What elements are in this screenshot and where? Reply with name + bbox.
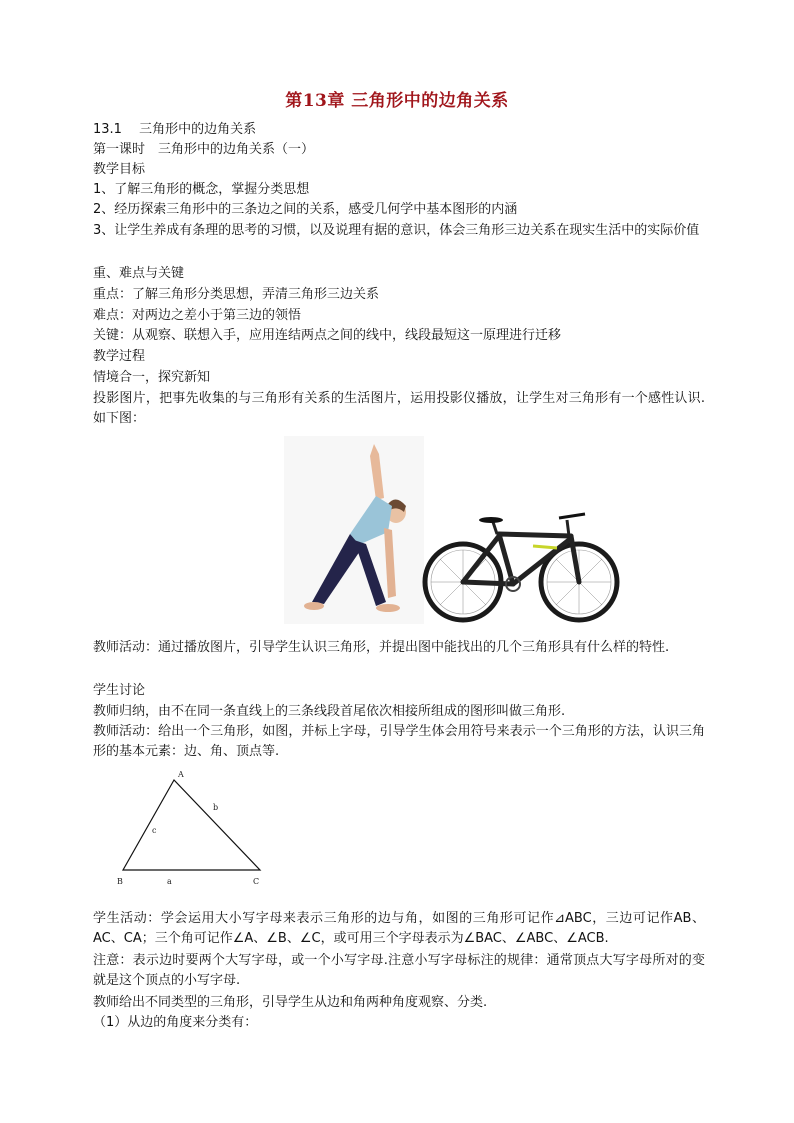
yoga-photo bbox=[284, 436, 424, 624]
projection-paragraph: 投影图片，把事先收集的与三角形有关系的生活图片，运用投影仪播放，让学生对三角形有一个感性认识.如下图： bbox=[93, 391, 705, 426]
keypoints-heading: 重、难点与关键 bbox=[93, 266, 185, 281]
difficult-point: 难点：对两边之差小于第三边的领悟 bbox=[93, 308, 302, 323]
side-b-label: b bbox=[213, 803, 219, 812]
vertex-c-label: C bbox=[253, 877, 260, 886]
scenario-heading: 情境合一，探究新知 bbox=[93, 370, 211, 385]
key-point: 重点：了解三角形分类思想，弄清三角形三边关系 bbox=[93, 287, 380, 302]
lesson-heading: 第一课时 三角形中的边角关系（一） bbox=[93, 142, 315, 157]
triangle-figure bbox=[110, 766, 275, 891]
objective-1: 1、了解三角形的概念，掌握分类思想 bbox=[93, 182, 310, 197]
teacher-activity-2: 教师活动：给出一个三角形，如图，并标上字母，引导学生体会用符号来表示一个三角形的方法，认识三角形的基本元素：边、角、顶点等. bbox=[93, 724, 705, 759]
key-focus: 关键：从观察、联想入手，应用连结两点之间的线中，线段最短这一原理进行迁移 bbox=[93, 328, 562, 343]
objectives-heading: 教学目标 bbox=[93, 162, 146, 177]
side-a-label: a bbox=[167, 877, 172, 886]
teacher-summary: 教师归纳，由不在同一条直线上的三条线段首尾依次相接所组成的图形叫做三角形. bbox=[93, 704, 566, 719]
process-heading: 教学过程 bbox=[93, 349, 146, 364]
objective-2: 2、经历探索三角形中的三条边之间的关系，感受几何学中基本图形的内涵 bbox=[93, 202, 518, 217]
teacher-classification: 教师给出不同类型的三角形，引导学生从边和角两种角度观察、分类. bbox=[93, 995, 488, 1010]
vertex-b-label: B bbox=[117, 877, 123, 886]
student-activity: 学生活动：学会运用大小写字母来表示三角形的边与角，如图的三角形可记作⊿ABC，三边可记作AB、AC、CA；三个角可记作∠A、∠B、∠C，或可用三个字母表示为∠BAC、∠ABC、∠ACB. bbox=[93, 911, 705, 946]
note-paragraph: 注意：表示边时要两个大写字母，或一个小写字母.注意小写字母标注的规律：通常顶点大写字母所对的变就是这个顶点的小写字母. bbox=[93, 953, 705, 988]
objective-3: 3、让学生养成有条理的思考的习惯，以及说理有据的意识，体会三角形三边关系在现实生活中的实际价值 bbox=[93, 223, 700, 238]
teacher-activity-1: 教师活动：通过播放图片，引导学生认识三角形，并提出图中能找出的几个三角形具有什么样的特性. bbox=[93, 640, 670, 655]
vertex-a-label: A bbox=[178, 770, 184, 779]
student-discussion: 学生讨论 bbox=[93, 683, 146, 698]
side-classification-heading: （1）从边的角度来分类有： bbox=[93, 1015, 258, 1030]
bicycle-photo bbox=[421, 506, 621, 624]
chapter-title: 第13章 三角形中的边角关系 bbox=[285, 91, 509, 111]
side-c-label: c bbox=[152, 826, 157, 835]
section-heading: 13.1 三角形中的边角关系 bbox=[93, 122, 257, 137]
